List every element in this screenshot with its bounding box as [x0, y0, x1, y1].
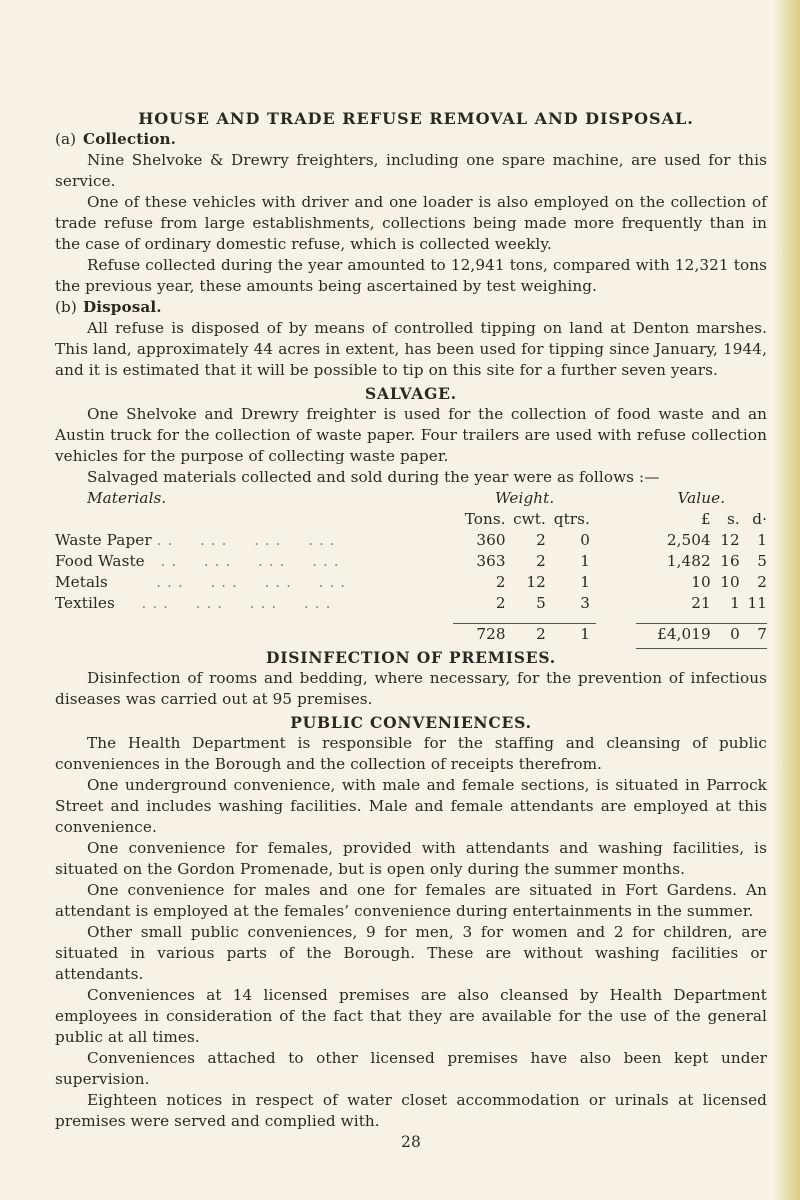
qtrs-value: 1 — [580, 552, 590, 570]
tons-total: 728 — [476, 625, 506, 643]
pounds-value: 2,504 — [666, 531, 711, 549]
disinfection-paragraph: Disinfection of rooms and bedding, where necessary, for the prevention of infectious diseases was carried out at 95 premises. — [55, 669, 767, 708]
disposal-paragraph: All refuse is disposed of by means of controlled tipping on land at Denton marshes. This land, approximately 44 acres in extent, has been used for tipping since January, 1944, and it is estimated that it will be possible to tip on this site for a further seven years. — [55, 319, 767, 379]
unit-tons: Tons. — [464, 510, 506, 528]
conveniences-heading: PUBLIC CONVENIENCES. — [290, 713, 532, 732]
tons-value: 363 — [476, 552, 506, 570]
qtrs-value: 1 — [580, 573, 590, 591]
cwt-total: 2 — [536, 625, 546, 643]
disposal-heading: Disposal. — [83, 298, 162, 316]
shillings-value: 16 — [720, 552, 740, 570]
tons-value: 2 — [495, 594, 506, 612]
conveniences-paragraph: One convenience for males and one for females are situated in Fort Gardens. An attendant is employed at the females’ convenience during entertainments in the summer. — [55, 881, 767, 920]
page-title: HOUSE AND TRADE REFUSE REMOVAL AND DISPOSAL. — [138, 109, 694, 128]
table-row: Food Waste .. ... ... ... 363 2 1 1,482 16 5 — [55, 552, 767, 570]
pounds-value: 21 — [691, 594, 711, 612]
cwt-value: 5 — [536, 594, 546, 612]
collection-heading: Collection. — [83, 130, 177, 148]
table-total-row — [55, 624, 767, 645]
salvage-table — [55, 488, 767, 649]
unit-shillings: s. — [727, 510, 740, 528]
salvage-paragraph: One Shelvoke and Drewry freighter is used for the collection of food waste and an Austin truck for the collection of waste paper. Four trailers are used with refuse collection vehicles for the purpose of collecting waste paper. — [55, 405, 767, 465]
table-row: Waste Paper .. ... ... ... 360 2 0 2,504 12 1 — [55, 531, 767, 549]
salvage-table-units — [55, 509, 767, 530]
pence-value: 1 — [757, 531, 767, 549]
conveniences-paragraph: One underground convenience, with male and female sections, is situated in Parrock Street and includes washing facilities. Male and female attendants are employed at this convenience. — [55, 776, 767, 836]
table-row: Metals ... ... ... ... 2 12 1 10 10 2 — [55, 573, 767, 591]
material-name: Waste Paper — [55, 531, 152, 549]
disposal-label: (b) — [55, 298, 77, 316]
collection-paragraph: Nine Shelvoke & Drewry freighters, including one spare machine, are used for this service. — [55, 151, 767, 190]
cwt-value: 2 — [536, 531, 546, 549]
qtrs-value: 0 — [580, 531, 590, 549]
document-body — [55, 108, 767, 1153]
material-name: Food Waste — [55, 552, 145, 570]
conveniences-paragraph: Conveniences attached to other licensed premises have also been kept under supervision. — [55, 1049, 767, 1088]
conveniences-paragraph: One convenience for females, provided with attendants and washing facilities, is situated on the Gordon Promenade, but is open only during the summer months. — [55, 839, 767, 878]
collection-label: (a) — [55, 130, 77, 148]
shillings-value: 10 — [720, 573, 740, 591]
column-header-weight: Weight. — [494, 489, 555, 507]
qtrs-total: 1 — [580, 625, 590, 643]
table-row: Textiles ... ... ... ... 2 5 3 21 1 11 — [55, 594, 767, 612]
pence-total: 7 — [757, 625, 767, 643]
disinfection-heading: DISINFECTION OF PREMISES. — [265, 648, 557, 667]
pounds-value: 10 — [691, 573, 711, 591]
shillings-value: 12 — [720, 531, 740, 549]
collection-paragraph: Refuse collected during the year amounted to 12,941 tons, compared with 12,321 tons the previous year, these amounts being ascertained by test weighing. — [55, 256, 767, 295]
disposal-subheading — [55, 297, 767, 318]
unit-pounds: £ — [701, 510, 711, 528]
pounds-total: £4,019 — [657, 625, 711, 643]
unit-cwt: cwt. — [513, 510, 546, 528]
total-rule-row — [55, 614, 767, 624]
pence-value: 2 — [757, 573, 767, 591]
material-name: Metals — [55, 573, 108, 591]
pence-value: 5 — [757, 552, 767, 570]
salvage-table-header — [55, 488, 767, 509]
tons-value: 2 — [495, 573, 506, 591]
cwt-value: 2 — [536, 552, 546, 570]
conveniences-paragraph: Other small public conveniences, 9 for men, 3 for women and 2 for children, are situated in various parts of the Borough. These are without washing facilities or attendants. — [55, 923, 767, 983]
pence-value: 11 — [747, 594, 767, 612]
page-number: 28 — [401, 1133, 421, 1151]
page-edge-discoloration — [774, 0, 800, 1200]
cwt-value: 12 — [526, 573, 546, 591]
conveniences-paragraph: Conveniences at 14 licensed premises are also cleansed by Health Department employees in consideration of the fact that they are available for the use of the general public at all times. — [55, 986, 767, 1046]
qtrs-value: 3 — [580, 594, 590, 612]
column-header-value: Value. — [677, 489, 726, 507]
conveniences-paragraph: Eighteen notices in respect of water closet accommodation or urinals at licensed premises were served and complied with. — [55, 1091, 767, 1130]
collection-paragraph: One of these vehicles with driver and one loader is also employed on the collection of trade refuse from large establishments, collections being made more frequently than in the case of ordinary domestic refuse, which is collected weekly. — [55, 193, 767, 253]
conveniences-paragraph: The Health Department is responsible for the staffing and cleansing of public conveniences in the Borough and the collection of receipts therefrom. — [55, 734, 767, 773]
shillings-value: 1 — [730, 594, 740, 612]
collection-subheading — [55, 129, 767, 150]
pounds-value: 1,482 — [666, 552, 711, 570]
unit-pence: d· — [752, 510, 767, 528]
unit-qtrs: qtrs. — [553, 510, 590, 528]
shillings-total: 0 — [730, 625, 740, 643]
column-header-materials: Materials. — [87, 489, 167, 507]
salvage-heading: SALVAGE. — [365, 384, 457, 403]
tons-value: 360 — [476, 531, 506, 549]
material-name: Textiles — [55, 594, 115, 612]
salvage-paragraph: Salvaged materials collected and sold during the year were as follows :— — [87, 468, 660, 486]
